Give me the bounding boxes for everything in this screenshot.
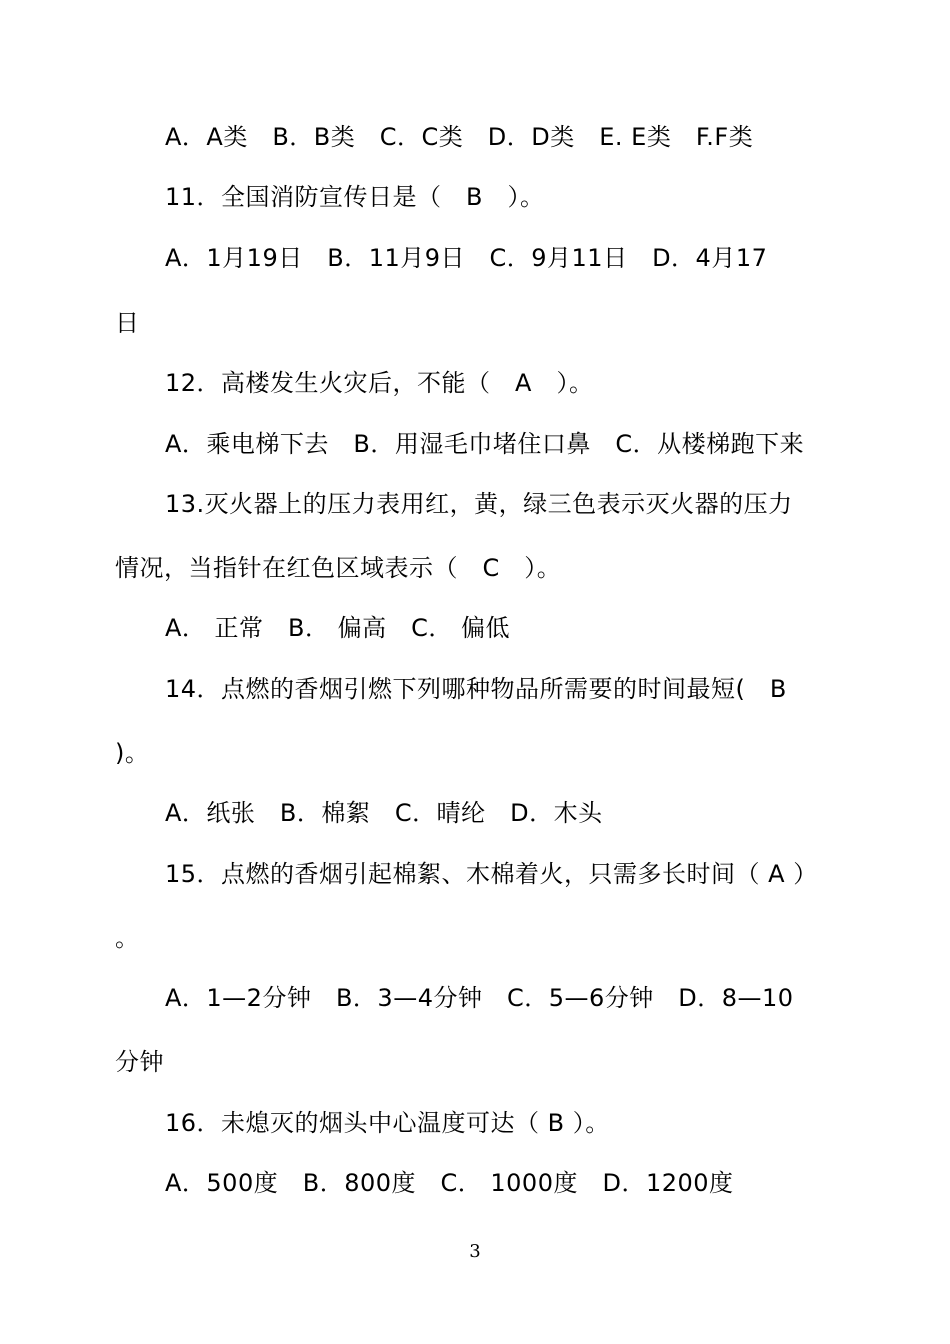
q15-options: A．1—2分钟 B．3—4分钟 C．5—6分钟 D．8—10: [165, 984, 794, 1012]
q13-question: 13.灭火器上的压力表用红，黄，绿三色表示灭火器的压力: [165, 490, 793, 518]
q14-question: 14．点燃的香烟引燃下列哪种物品所需要的时间最短( B: [165, 675, 787, 703]
q15-question: 15．点燃的香烟引起棉絮、木棉着火，只需多长时间（ A ）: [165, 860, 818, 888]
q14-question-wrap: )。: [115, 739, 150, 767]
q10-options: A．A类 B．B类 C．C类 D．D类 E. E类 F.F类: [165, 123, 754, 151]
q12-options: A．乘电梯下去 B．用湿毛巾堵住口鼻 C．从楼梯跑下来: [165, 430, 805, 458]
q14-options: A．纸张 B．棉絮 C．晴纶 D．木头: [165, 799, 603, 827]
q13-question-wrap: 情况，当指针在红色区域表示（ C ）。: [115, 554, 562, 582]
q11-question: 11．全国消防宣传日是（ B ）。: [165, 183, 545, 211]
q12-question: 12．高楼发生火灾后，不能（ A ）。: [165, 369, 594, 397]
q15-question-wrap: 。: [115, 924, 140, 952]
q15-options-wrap: 分钟: [115, 1048, 164, 1076]
q13-options: A． 正常 B． 偏高 C． 偏低: [165, 614, 511, 642]
q16-question: 16．未熄灭的烟头中心温度可达（ B ）。: [165, 1109, 610, 1137]
q16-options: A．500度 B．800度 C． 1000度 D．1200度: [165, 1169, 734, 1197]
q11-options-wrap: 日: [115, 309, 140, 337]
q11-options: A．1月19日 B．11月9日 C．9月11日 D．4月17: [165, 244, 768, 272]
page-number: 3: [469, 1241, 481, 1262]
